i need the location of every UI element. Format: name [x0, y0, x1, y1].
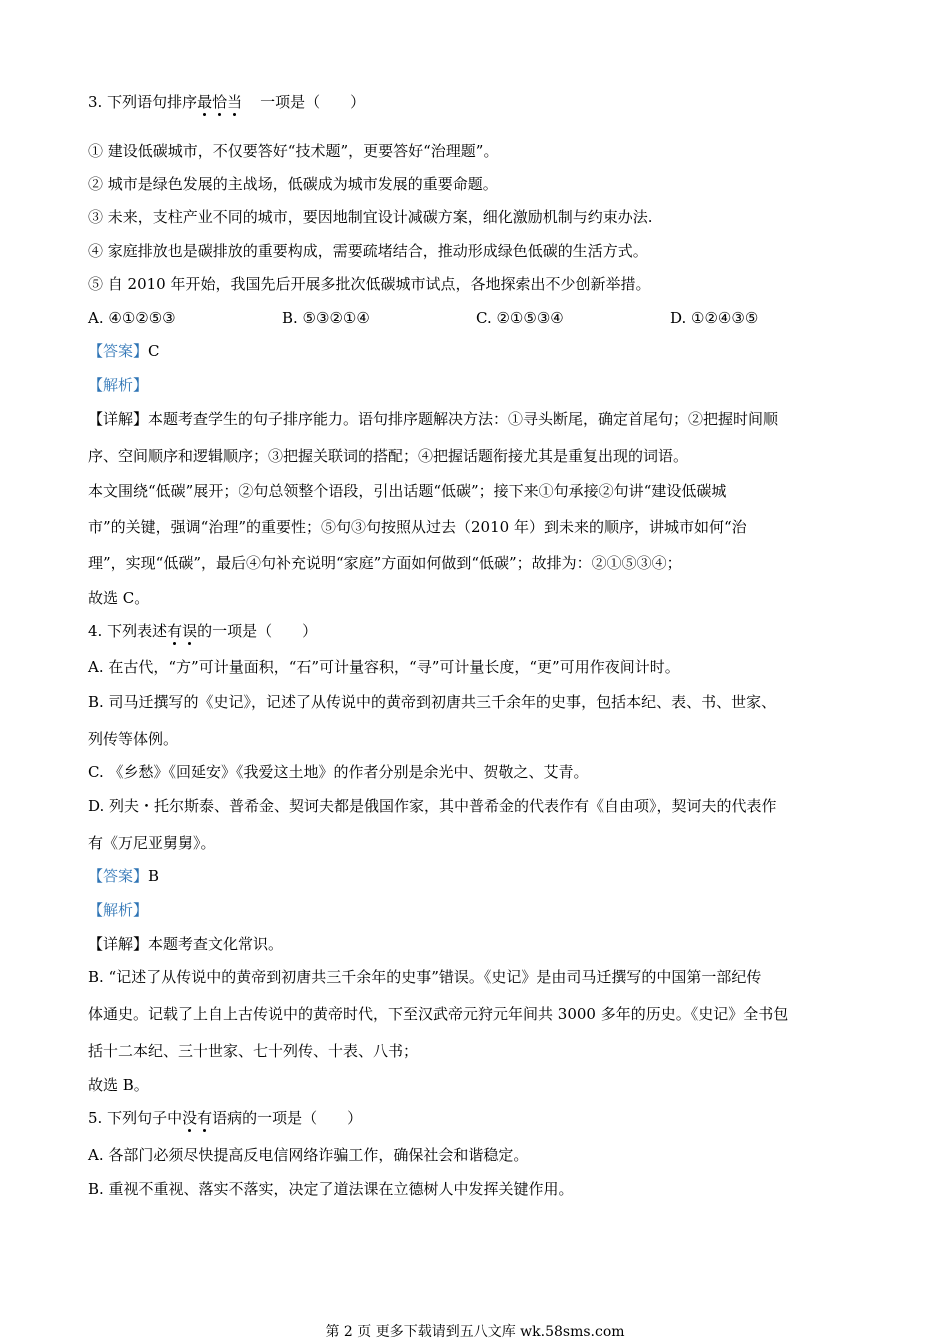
q4-detail-line: 体通史。记载了上自上古传说中的黄帝时代，下至汉武帝元狩元年间共 3000 多年的历史。《史记》全书包 [88, 1005, 789, 1023]
q4-detail-line: B. “记述了从传说中的黄帝到初唐共三千余年的史事”错误。《史记》是由司马迁撰写的中国第一部纪传 [88, 968, 762, 986]
q4-detail-line: 【详解】本题考查文化常识。 [88, 935, 284, 953]
q4-line: 列传等体例。 [88, 730, 179, 748]
page-footer: 第 2 页 更多下载请到五八文库 wk.58sms.com [325, 1324, 625, 1340]
q3-option-b: B. ⑤③②①④ [282, 309, 370, 327]
emphasis-char: 恰 [212, 93, 228, 111]
q4-line: D. 列夫・托尔斯泰、普希金、契诃夫都是俄国作家，其中普希金的代表作有《自由项》，契诃夫的代表作 [88, 797, 777, 815]
question-3-stem: 3. 下列语句排序最恰当 一项是（ ） [88, 93, 366, 111]
q4-detail-line: 故选 B。 [88, 1076, 149, 1094]
q5-line: B. 重视不重视、落实不落实，决定了道法课在立德树人中发挥关键作用。 [88, 1180, 574, 1198]
emphasis-char: 有 [167, 622, 183, 640]
q3-detail-line: 序、空间顺序和逻辑顺序；③把握关联词的搭配；④把握话题衔接尤其是重复出现的词语。 [88, 447, 689, 465]
q3-detail-line: 【详解】本题考查学生的句子排序能力。语句排序题解决方法：①寻头断尾，确定首尾句；②把握时间顺 [88, 410, 779, 428]
question-4-stem: 4. 下列表述有误的一项是（ ） [88, 622, 318, 640]
answer-tag: 【答案】 [88, 867, 149, 885]
emphasis-char: 没 [182, 1109, 198, 1127]
emphasis-char: 当 [227, 93, 243, 111]
q3-options [88, 308, 868, 328]
q4-detail-line: 括十二本纪、三十世家、七十列传、十表、八书； [88, 1042, 419, 1060]
q3-option-d: D. ①②④③⑤ [670, 309, 759, 327]
q4-line: C. 《乡愁》《回延安》《我爱这土地》的作者分别是余光中、贺敬之、艾青。 [88, 763, 589, 781]
q3-option-c: C. ②①⑤③④ [476, 309, 564, 327]
question-5-stem: 5. 下列句子中没有语病的一项是（ ） [88, 1109, 363, 1127]
q3-detail-line: 理”，实现“低碳”，最后④句补充说明“家庭”方面如何做到“低碳”；故排为：②①⑤③④； [88, 554, 682, 572]
q3-detail-line: 故选 C。 [88, 589, 150, 607]
q3-option-a: A. ④①②⑤③ [88, 309, 176, 327]
q3-detail-line: 市”的关键，强调“治理”的重要性；⑤句③句按照从过去（2010 年）到未来的顺序，讲城市如何“治 [88, 518, 747, 536]
q5-line: A. 各部门必须尽快提高反电信网络诈骗工作，确保社会和谐稳定。 [88, 1146, 529, 1164]
emphasis-char: 有 [197, 1109, 213, 1127]
q3-item-1: ① 建设低碳城市，不仅要答好“技术题”，更要答好“治理题”。 [88, 142, 499, 160]
q3-item-2: ② 城市是绿色发展的主战场，低碳成为城市发展的重要命题。 [88, 175, 498, 193]
q3-item-3: ③ 未来，支柱产业不同的城市，要因地制宜设计减碳方案，细化激励机制与约束办法. [88, 208, 653, 226]
q3-answer [88, 341, 160, 361]
q3-analysis-tag: 【解析】 [88, 376, 149, 394]
q4-line: B. 司马迁撰写的《史记》，记述了从传说中的黄帝到初唐共三千余年的史事，包括本纪、表、书、世家、 [88, 693, 777, 711]
q4-answer [88, 866, 159, 886]
q4-line: A. 在古代，“方”可计量面积，“石”可计量容积，“寻”可计量长度，“更”可用作夜间计时。 [88, 658, 680, 676]
emphasis-char: 最 [197, 93, 213, 111]
q4-line: 有《万尼亚舅舅》。 [88, 834, 216, 852]
emphasis-char: 误 [182, 622, 198, 640]
answer-value: C [148, 342, 160, 360]
q4-analysis-tag: 【解析】 [88, 901, 149, 919]
q3-item-4: ④ 家庭排放也是碳排放的重要构成，需要疏堵结合，推动形成绿色低碳的生活方式。 [88, 242, 648, 260]
q3-detail-line: 本文围绕“低碳”展开；②句总领整个语段，引出话题“低碳”；接下来①句承接②句讲“建设低碳城 [88, 482, 727, 500]
answer-tag: 【答案】 [88, 342, 149, 360]
q3-item-5: ⑤ 自 2010 年开始，我国先后开展多批次低碳城市试点，各地探索出不少创新举措。 [88, 275, 651, 293]
answer-value: B [148, 867, 160, 885]
